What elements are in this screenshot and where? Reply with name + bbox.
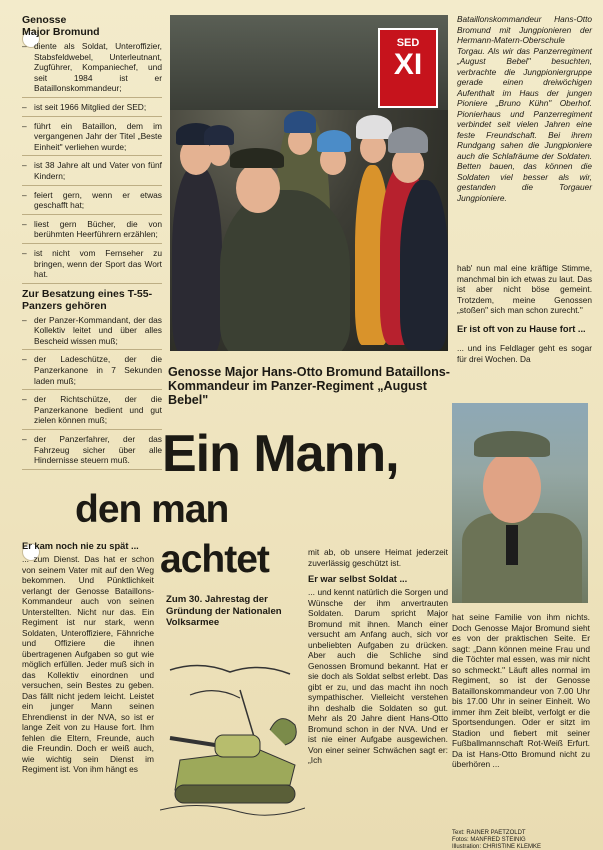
portrait-cap [474, 431, 550, 457]
portrait-photo [452, 403, 588, 603]
illustration-cloud [170, 665, 290, 674]
photo-caption: Bataillonskommandeur Hans-Otto Bromund mit Jungpionieren der Hermann-Matern-Oberschule Torgau. Als wir das Panzerregiment „August Bebel" besuchten, verbrachte die Jungpioniergruppe gerade einen dreiwöchigen Aufenthalt im Haus der jungen Pioniere „Bruno Kühn" Oberhof. Pionierhaus und Panzerregiment verbindet seit vielen Jahren eine feste Freundschaft. Bei ihrem Rundgang sahen die Jungpioniere auch die Schlafräume der Soldaten. Betten bauen, das können die Soldaten viel besser als wir, gestanden die Torgauer Jungpioniere. [457, 14, 592, 203]
emblem-mark: XI [393, 48, 423, 81]
article-column-right-top [457, 255, 592, 373]
photo-cap [204, 125, 234, 145]
fact-item: – liest gern Bücher, die von berühmten Heerführern erzählen; [22, 219, 162, 244]
fact-item: – ist 38 Jahre alt und Vater von fünf Kindern; [22, 160, 162, 185]
emblem-text: SED [396, 37, 420, 49]
tank-antenna [240, 690, 255, 740]
fact-column [22, 14, 162, 474]
tank-gun [170, 738, 215, 745]
illustration-ground [160, 805, 305, 815]
crew-item: – der Panzer-Kommandant, der das Kollektiv leitet und über alles Bescheid wissen muß; [22, 315, 162, 351]
article-subheading: Er war selbst Soldat ... [308, 574, 408, 584]
headline-line-3: achtet [160, 538, 269, 581]
article-subheading: Er ist oft von zu Hause fort ... [457, 324, 586, 335]
credit-text: Text: RAINER PAETZOLDT [452, 830, 526, 836]
illustration-tree [270, 719, 296, 745]
article-column-middle [308, 547, 448, 766]
crew-heading: Zur Besatzung eines T-55-Panzers gehören [22, 287, 153, 312]
photo-figure [172, 165, 222, 351]
officer-face [236, 163, 280, 213]
credits [452, 830, 592, 850]
crew-list [22, 315, 162, 470]
portrait-face [483, 451, 541, 523]
fact-item: – diente als Soldat, Unteroffizier, Stabsfeldwebel, Unterleutnant, Zugführer, Kompaniechef, und seit 1984 ist er Bataillonskommandeur; [22, 41, 162, 98]
photo-cap [388, 127, 428, 153]
article-paragraph: ... zum Dienst. Das hat er schon von seinem Vater mit auf den Weg bekommen. Und Pünktlichkeit verlangt der Genosse Bataillons-Kommandeur auch von seinen Unterstellten. Nicht nur das. Ein Regiment ist nur stark, wenn Soldaten, Unteroffiziere, Fähnriche und Offiziere die ihnen übertragenen Aufgaben so gut wie möglich erfüllen. Jeder muß sich in das Kollektiv einordnen und versuchen, sein Bestes zu geben. Das fällt nicht jedem leicht. Leistet ein junger Mann seinen Ehrendienst in der NVA, so ist er lange Zeit von zu Hause fort. Ihm fehlen die Eltern, Freunde, auch die Freundin. Doch er weiß auch, wie wichtig sein Dienst im Regiment ist. Von ihm hängt es [22, 554, 154, 774]
portrait-uniform [462, 513, 582, 603]
article-subtitle: Genosse Major Hans-Otto Bromund Bataillons-Kommandeur im Panzer-Regiment „August Bebel" [168, 365, 450, 407]
credit-illustration: Illustration: CHRISTINE KLEMKE [452, 844, 542, 850]
article-paragraph: ... und ins Feldlager geht es sogar für drei Wochen. Da [457, 343, 592, 364]
fact-list [22, 41, 162, 284]
fact-item: – führt ein Bataillon, dem im vergangenen Jahr der Titel „Beste Einheit" verliehen wurde; [22, 121, 162, 157]
sed-emblem [378, 28, 438, 108]
article-subheading: Er kam noch nie zu spät ... [22, 541, 139, 551]
fact-item: – ist nicht vom Fernseher zu bringen, wenn der Sport das Wort hat. [22, 248, 162, 284]
headline-line-2: den man [75, 488, 229, 531]
photo-cap [317, 130, 351, 152]
tank-illustration [160, 650, 305, 840]
crew-item: – der Panzerfahrer, der das Fahrzeug sicher über alle Hindernisse steuern muß. [22, 434, 162, 470]
headline-line-1: Ein Mann, [162, 425, 399, 483]
credit-photos: Fotos: MANFRED STEINIG [452, 837, 526, 843]
crew-item: – der Ladeschütze, der die Panzerkanone in 7 Sekunden laden muß; [22, 354, 162, 390]
officer-figure [220, 190, 350, 351]
illustration-cloud [190, 691, 240, 698]
photo-figure [400, 180, 448, 350]
fact-item: – feiert gern, wenn er etwas geschafft hat; [22, 190, 162, 215]
portrait-tie [506, 525, 518, 565]
fact-item: – ist seit 1966 Mitglied der SED; [22, 102, 162, 117]
photo-cap [284, 111, 316, 133]
article-column-right [452, 612, 590, 770]
article-column-left [22, 541, 154, 775]
crew-item: – der Richtschütze, der die Panzerkanone bedient und gut zielen können muß; [22, 394, 162, 430]
article-paragraph: hab' nun mal eine kräftige Stimme, manchmal bin ich etwas zu laut. Das ist aber nicht böse gemeint. Trotzdem, meine Genossen „stoßen" sich man schon zurecht." [457, 263, 592, 316]
article-paragraph: hat seine Familie von ihm nichts. Doch Genosse Major Bromund sieht es von der praktischen Seite. Er sagt: „Dann können meine Frau und die Töchter mal essen, was mir nicht so schmeckt." Läuft alles normal im Regiment, so ist der Genosse Bataillonskommandeur von 7.00 Uhr bis 17.00 Uhr in seiner Einheit. Wo immer ihm Zeit bleibt, verfolgt er die Sportsendungen. Oder er sitzt im Stadion und fiebert mit seiner Fußballmannschaft Rot-Weiß Erfurt. Da ist Hans-Otto Bromund nicht zu überhören ... [452, 612, 590, 769]
fact-heading: Genosse Major Bromund [22, 14, 100, 38]
tank-track [175, 785, 295, 803]
tank-turret [215, 735, 260, 757]
anniversary-note: Zum 30. Jahrestag der Gründung der Nationalen Volksarmee [166, 594, 282, 628]
article-paragraph: ... und kennt natürlich die Sorgen und Wünsche der ihm anvertrauten Soldaten. Darum spricht Major Bromund mit ihnen. Manch einer versucht am Anfang auch, sich vor unbeliebten Aufgaben zu drücken. Aber auch die Schliche sind Genossen Bromund bekannt. Hat er sie doch als Soldat selbst erlebt. Das gibt er zu, und das macht ihn noch sympathischer. Vielleicht verstehen ihn deshalb die Soldaten so gut. Mehr als 20 Jahre dient Hans-Otto Bromund schon in der NVA. Und er ist nie einer Aufgabe ausgewichen. Von einer seiner Schwächen sagt er: „Ich [308, 587, 448, 765]
article-paragraph: mit ab, ob unsere Heimat jederzeit zuverlässig geschützt ist. [308, 547, 448, 568]
photo-cap [356, 115, 392, 139]
officer-cap [230, 148, 284, 168]
